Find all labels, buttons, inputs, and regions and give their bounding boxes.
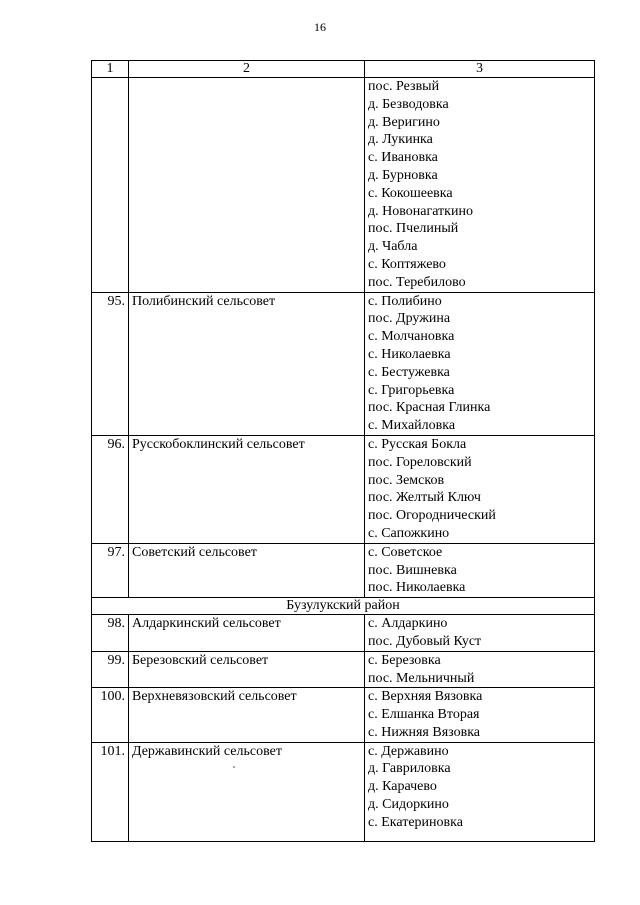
settlement-name: с. Верхняя Вязовка — [368, 689, 483, 705]
settlement-name: д. Безводовка — [368, 96, 449, 112]
row-number-cell: 98. — [92, 615, 129, 652]
settlement-name: пос. Николаевка — [368, 580, 466, 596]
page-number: 16 — [314, 20, 326, 34]
table-row-96 — [92, 435, 595, 543]
settlement-name: пос. Земсков — [368, 472, 445, 488]
settlements-cell — [365, 543, 595, 597]
settlement-name: пос. Резвый — [368, 79, 440, 94]
settlements-cell — [365, 651, 595, 688]
table-row-99 — [92, 651, 595, 688]
settlement-name: д. Карачево — [368, 779, 437, 795]
column-header-2: 2 — [129, 61, 365, 78]
settlement-name: д. Сидоркино — [368, 797, 449, 813]
table-row-98 — [92, 615, 595, 652]
settlement-name: д. Веригино — [368, 114, 440, 130]
row-number-cell: 101. — [92, 742, 129, 841]
council-name-cell: Алдаркинский сельсовет — [129, 615, 365, 652]
settlement-name: с. Березовка — [368, 652, 441, 668]
settlement-name: с. Екатериновка — [368, 814, 463, 830]
settlement-name: д. Гавриловка — [368, 761, 451, 777]
row-number-cell: 97. — [92, 543, 129, 597]
settlement-name: с. Советское — [368, 544, 443, 560]
settlement-name: с. Михайловка — [368, 418, 456, 434]
council-name-cell: Державинский сельсовет — [129, 742, 365, 841]
scan-speck — [233, 766, 235, 768]
settlement-name: пос. Желтый Ключ — [368, 490, 481, 506]
settlement-name: пос. Огороднический — [368, 508, 496, 524]
settlement-name: пос. Вишневка — [368, 562, 457, 578]
settlements-cell — [365, 78, 595, 293]
settlements-cell — [365, 435, 595, 543]
settlement-name: пос. Дружина — [368, 311, 451, 327]
row-number-cell: 100. — [92, 688, 129, 742]
table-header-row — [92, 61, 595, 78]
council-name-cell — [129, 78, 365, 293]
settlement-name: д. Новонагаткино — [368, 203, 473, 219]
settlement-name: пос. Пчелиный — [368, 221, 459, 237]
settlement-name: с. Алдаркино — [368, 616, 448, 632]
settlement-name: с. Молчановка — [368, 329, 455, 345]
settlement-name: д. Лукинка — [368, 132, 433, 148]
council-name-cell: Полибинский сельсовет — [129, 292, 365, 435]
council-name-cell: Советский сельсовет — [129, 543, 365, 597]
settlement-name: с. Николаевка — [368, 346, 451, 362]
row-number-cell: 96. — [92, 435, 129, 543]
settlement-name: с. Григорьевка — [368, 382, 455, 398]
settlements-table — [91, 60, 595, 842]
settlement-name: пос. Красная Глинка — [368, 400, 491, 416]
settlement-name: с. Полибино — [368, 293, 442, 309]
row-number-cell — [92, 78, 129, 293]
table-row-100 — [92, 688, 595, 742]
settlements-cell — [365, 292, 595, 435]
settlements-cell — [365, 615, 595, 652]
settlement-name: пос. Теребилово — [368, 274, 466, 290]
table-body — [92, 61, 595, 842]
settlements-cell — [365, 742, 595, 841]
column-header-3: 3 — [365, 61, 595, 78]
table-row-97 — [92, 543, 595, 597]
council-name-cell: Верхневязовский сельсовет — [129, 688, 365, 742]
settlement-name: с. Русская Бокла — [368, 436, 467, 452]
council-name-cell: Русскобоклинский сельсовет — [129, 435, 365, 543]
settlement-name: д. Чабла — [368, 239, 418, 255]
council-name-cell: Березовский сельсовет — [129, 651, 365, 688]
settlement-name: с. Елшанка Вторая — [368, 707, 480, 723]
row-number-cell: 95. — [92, 292, 129, 435]
table-row-101 — [92, 742, 595, 841]
settlement-name: с. Нижняя Вязовка — [368, 724, 480, 740]
row-number-cell: 99. — [92, 651, 129, 688]
settlement-name: пос. Дубовый Куст — [368, 633, 482, 649]
district-heading: Бузулукский район — [92, 598, 595, 615]
column-header-1: 1 — [92, 61, 129, 78]
settlement-name: пос. Гореловский — [368, 454, 472, 470]
settlement-name: с. Кокошеевка — [368, 185, 453, 201]
settlement-name: д. Бурновка — [368, 167, 438, 183]
settlement-name: с. Державино — [368, 743, 449, 759]
settlement-name: с. Коптяжево — [368, 256, 446, 272]
table-row-95 — [92, 292, 595, 435]
settlement-name: с. Бестужевка — [368, 364, 450, 380]
settlement-name: с. Ивановка — [368, 150, 438, 166]
settlement-name: с. Сапожкино — [368, 525, 450, 541]
table-row-continuation — [92, 78, 595, 293]
settlements-cell — [365, 688, 595, 742]
district-heading-row — [92, 598, 595, 615]
settlement-name: пос. Мельничный — [368, 670, 475, 686]
